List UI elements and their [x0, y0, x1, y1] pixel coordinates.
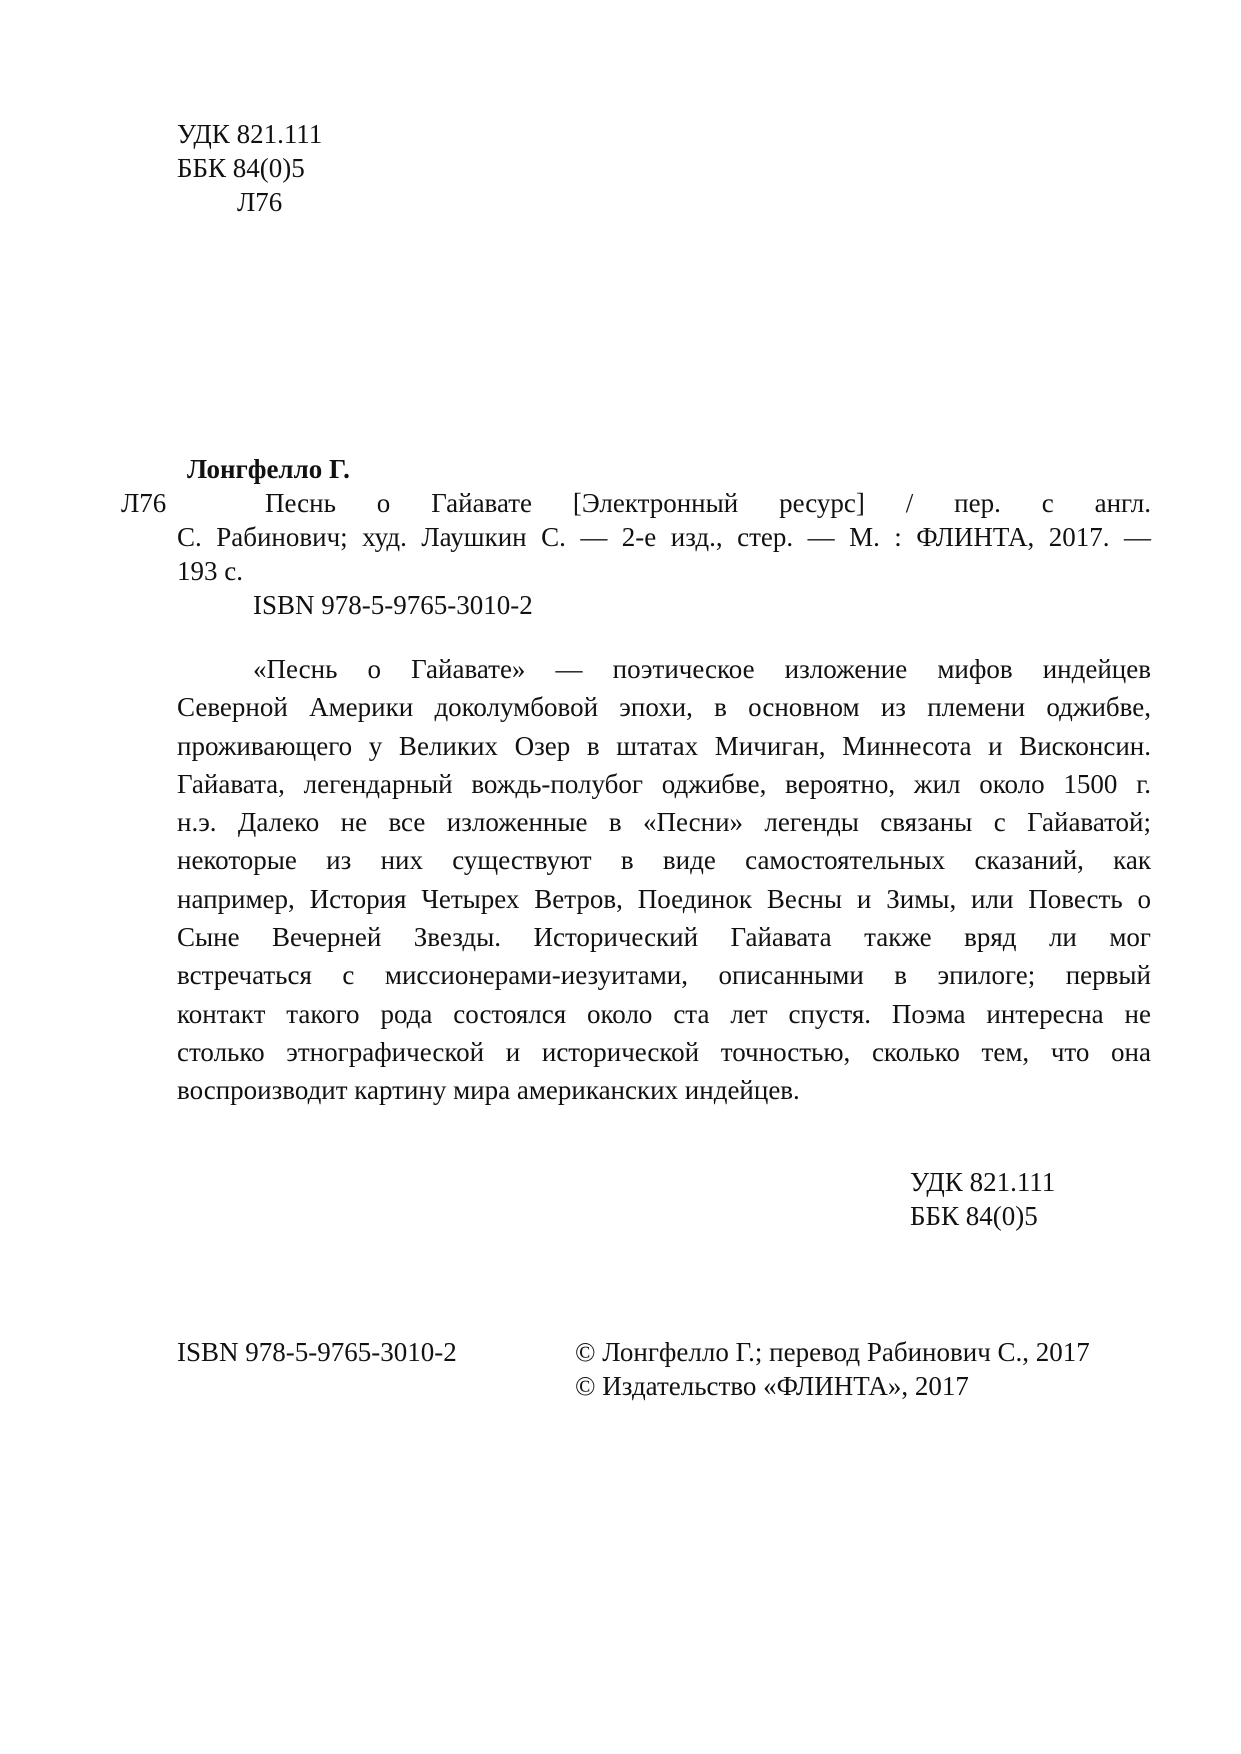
annotation-line: «Песнь о Гайавате» — поэтическое изложение мифов индейцев	[253, 654, 1151, 684]
annotation-line: воспроизводит картину мира американских индейцев.	[177, 1075, 800, 1106]
footer-isbn: ISBN 978-5-9765-3010-2	[177, 1337, 457, 1367]
bib-isbn: ISBN 978-5-9765-3010-2	[253, 590, 533, 620]
author-heading: Лонгфелло Г.	[187, 454, 350, 484]
top-author-mark: Л76	[237, 187, 283, 217]
top-udk: УДК 821.111	[177, 119, 323, 149]
bottom-bbk: ББК 84(0)5	[910, 1201, 1038, 1231]
annotation-line: Гайавата, легендарный вождь-полубог оджибве, вероятно, жил около 1500 г.	[177, 768, 1151, 799]
annotation-line: некоторые из них существуют в виде самостоятельных сказаний, как	[177, 845, 1151, 876]
bib-line-3: 193 с.	[177, 556, 243, 586]
annotation-line: встречаться с миссионерами-иезуитами, описанными в эпилоге; первый	[177, 960, 1151, 991]
copyright-author: © Лонгфелло Г.; перевод Рабинович С., 2017	[575, 1337, 1090, 1367]
annotation-line: н.э. Далеко не все изложенные в «Песни» легенды связаны с Гайаватой;	[177, 807, 1151, 838]
bib-line-1: Песнь о Гайавате [Электронный ресурс] / пер. с англ.	[265, 488, 1151, 518]
annotation-line: контакт такого рода состоялся около ста лет спустя. Поэма интересна не	[177, 998, 1151, 1029]
annotation-line: Северной Америки доколумбовой эпохи, в основном из племени оджибве,	[177, 692, 1151, 723]
annotation-line: проживающего у Великих Озер в штатах Мичиган, Миннесота и Висконсин.	[177, 730, 1151, 761]
annotation-line: столько этнографической и исторической точностью, сколько тем, что она	[177, 1036, 1151, 1067]
annotation-line: например, История Четырех Ветров, Поединок Весны и Зимы, или Повесть о	[177, 883, 1151, 914]
annotation-line: Сыне Вечерней Звезды. Исторический Гайавата также вряд ли мог	[177, 922, 1151, 953]
annotation-paragraph	[177, 650, 1151, 1110]
top-bbk: ББК 84(0)5	[177, 153, 305, 183]
bottom-udk: УДК 821.111	[910, 1167, 1056, 1197]
margin-author-mark: Л76	[121, 488, 167, 518]
bib-line-2: С. Рабинович; худ. Лаушкин С. — 2-е изд., стер. — М. : ФЛИНТА, 2017. —	[177, 522, 1151, 552]
copyright-publisher: © Издательство «ФЛИНТА», 2017	[575, 1371, 969, 1401]
